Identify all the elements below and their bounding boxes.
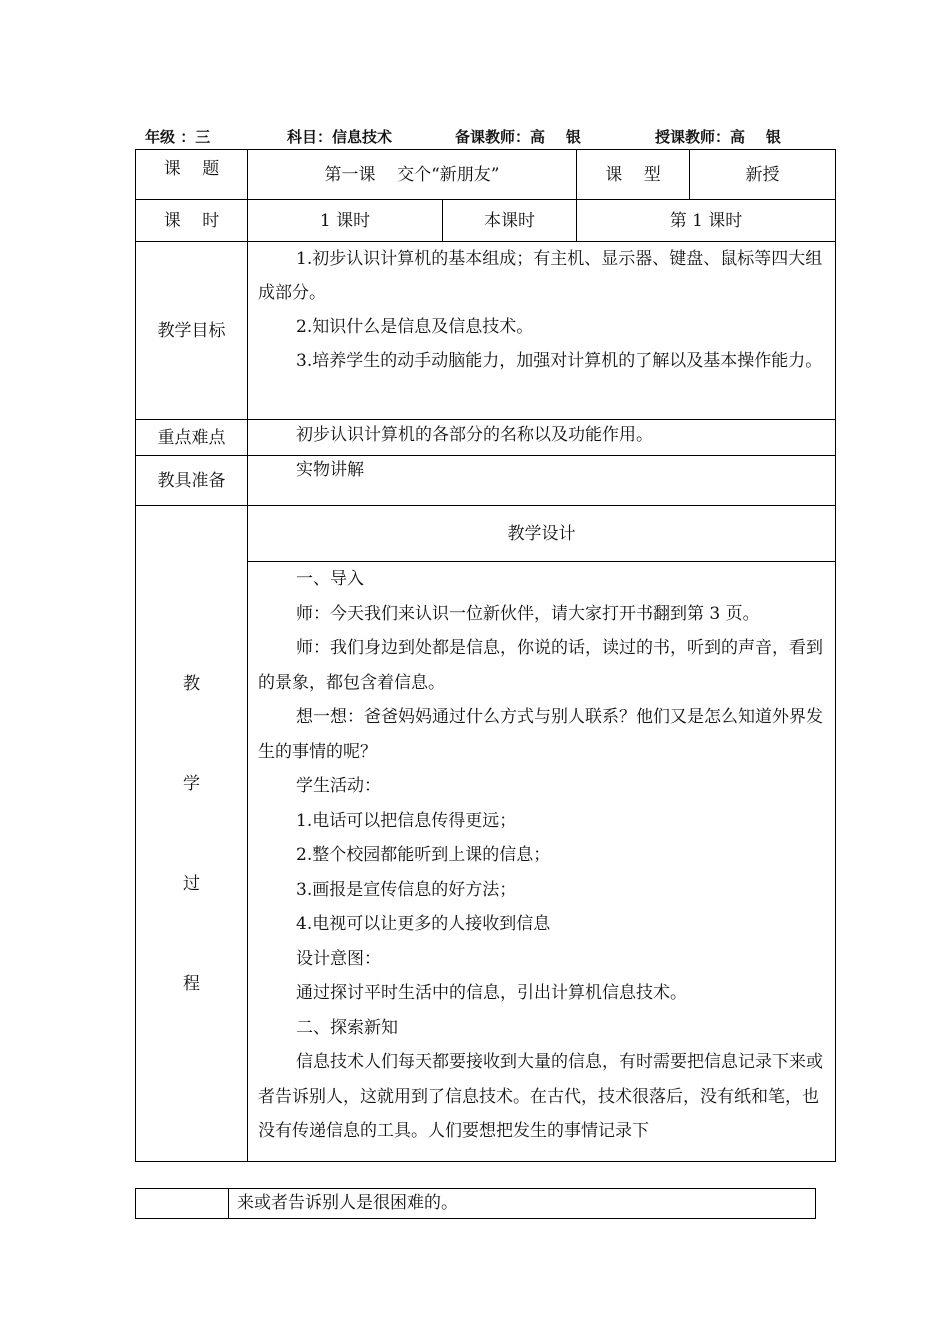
hours-total: 1 课时 [248,200,443,242]
grade-label: 年级 ：三 [145,128,211,146]
tools-text: 实物讲解 [296,460,364,480]
process-line: 1.电话可以把信息传得更远； [296,810,517,831]
goal-item: 1.初步认识计算机的基本组成；有主机、显示器、键盘、鼠标等四大组成部分。 [258,249,823,303]
goals-label: 教学目标 [136,242,248,420]
process-label [136,506,248,1162]
goals-cell [248,242,836,420]
this-lesson-label: 本课时 [443,200,577,242]
this-lesson-value: 第 1 课时 [577,200,836,242]
process-line: 3.画报是宣传信息的好方法； [296,879,517,900]
prep-teacher-label: 备课教师：高 银 [455,128,581,146]
process-line: 设计意图： [296,948,381,969]
process-label-char: 学 [183,773,200,794]
lesson-header [0,126,950,148]
tools-label: 教具准备 [136,456,248,506]
lesson-plan-table [135,149,836,1162]
key-points-label: 重点难点 [136,420,248,456]
goal-item: 3.培养学生的动手动脑能力，加强对计算机的了解以及基本操作能力。 [296,351,823,371]
process-line: 想一想：爸爸妈妈通过什么方式与别人联系？他们又是怎么知道外界发生的事情的呢？ [258,707,823,762]
process-line: 二、探索新知 [296,1017,398,1038]
process-line: 4.电视可以让更多的人接收到信息 [296,914,551,934]
process-line: 学生活动： [296,776,381,796]
continuation-cell [229,1189,816,1219]
goal-item: 2.知识什么是信息及信息技术。 [296,317,534,337]
key-points-text: 初步认识计算机的各部分的名称以及功能作用。 [296,425,653,445]
continuation-empty-cell [136,1189,229,1219]
process-label-char: 教 [183,673,200,694]
process-content [248,562,836,1162]
topic-value: 第一课 交个“新朋友” [248,150,577,200]
process-line: 2.整个校园都能听到上课的信息； [296,845,551,865]
continuation-text: 来或者告诉别人是很困难的。 [237,1193,458,1213]
type-value: 新授 [690,150,836,200]
design-title: 教学设计 [248,506,836,562]
tools-value [248,456,836,506]
process-line: 师：我们身边到处都是信息，你说的话，读过的书，听到的声音，看到的景象，都包含着信息。 [258,638,823,693]
teaching-teacher-label: 授课教师：高 银 [655,128,781,146]
process-line: 通过探讨平时生活中的信息，引出计算机信息技术。 [296,983,687,1003]
hours-label: 课 时 [136,200,248,242]
process-label-char: 程 [183,973,200,994]
key-points-value [248,420,836,456]
process-line: 一、导入 [296,569,364,589]
type-label: 课 型 [577,150,690,200]
continuation-table [135,1188,816,1219]
process-line: 师：今天我们来认识一位新伙伴，请大家打开书翻到第 3 页。 [296,603,760,624]
subject-label: 科目：信息技术 [287,128,393,146]
process-label-char: 过 [183,873,200,894]
process-line: 信息技术人们每天都要接收到大量的信息，有时需要把信息记录下来或者告诉别人，这就用到了信息技术。在古代，技术很落后，没有纸和笔，也没有传递信息的工具。人们要想把发生的事情记录下 [258,1052,823,1141]
topic-label: 课 题 [136,150,248,200]
